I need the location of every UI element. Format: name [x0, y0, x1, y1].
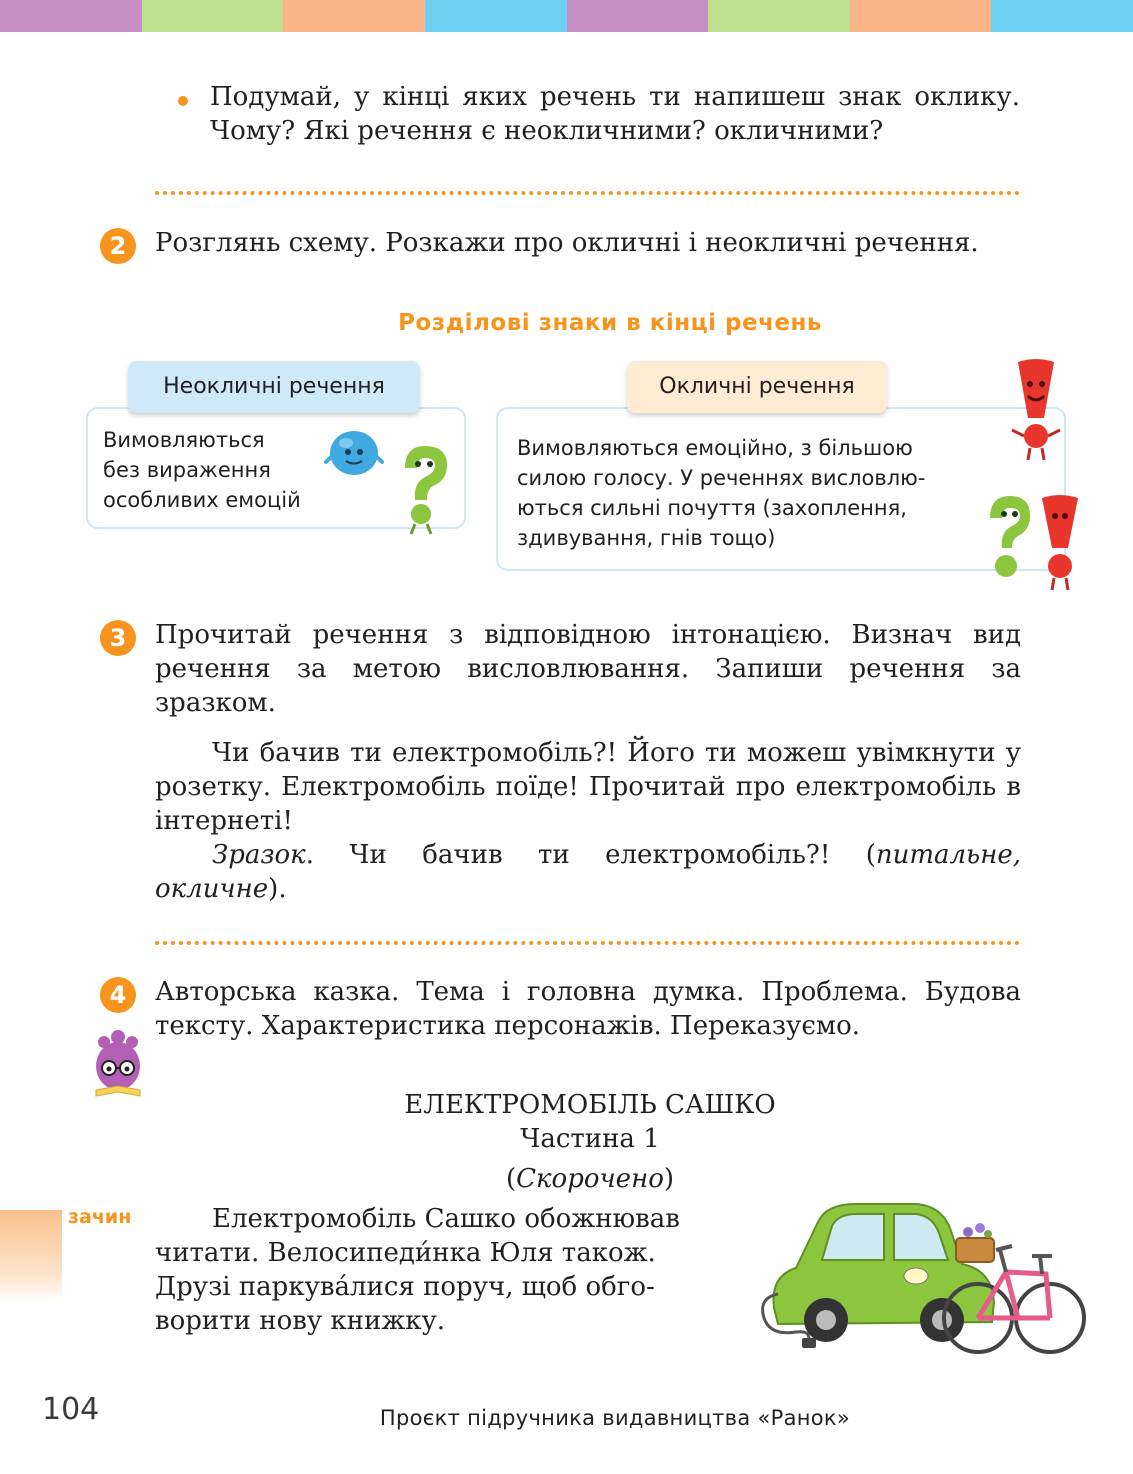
task-3-text: Прочитай речення з відповідною інтонацією. Визнач вид речення за метою висловлювання. Запиши речення за зразком.: [155, 620, 1021, 718]
top-color-stripe: [0, 0, 1133, 32]
example-sentences: Чи бачив ти електромобіль?! Його ти можеш увімкнути у розетку. Електромобіль поїде! Прочитай про електромобіль в інтернеті!: [155, 738, 1021, 836]
story-text: [155, 1202, 715, 1338]
stripe-segment: [708, 0, 850, 32]
non-exclamatory-label: Неокличні речення: [128, 361, 420, 413]
note-paren: ): [663, 1164, 675, 1194]
question-exclamation-pair-icon: [984, 490, 1084, 594]
stripe-segment: [991, 0, 1133, 32]
blue-drop-character-icon: [324, 426, 384, 482]
exclamatory-box: [496, 407, 1066, 571]
stripe-segment: [850, 0, 992, 32]
dotted-divider: [155, 191, 1020, 195]
page-number: 104: [42, 1392, 100, 1427]
note-paren: (: [505, 1164, 517, 1194]
story-line: Електромобіль Сашко обожнював: [212, 1204, 680, 1234]
story-line: читати. Велосипеди́нка Юля також.: [155, 1238, 656, 1268]
sample-end: ).: [268, 874, 287, 904]
example-block: [155, 736, 1021, 906]
sample-label: Зразок: [212, 840, 306, 870]
task-2-text: Розглянь схему. Розкажи про окличні і неокличні речення.: [155, 228, 979, 258]
intro-question: Подумай, у кінці яких речень ти напишеш знак оклику. Чому? Які речення є неокличними? окличними?: [210, 82, 1020, 146]
exclamatory-label: Окличні речення: [627, 361, 887, 413]
scheme-title: Розділові знаки в кінці речень: [398, 310, 822, 336]
story-note: [300, 1162, 880, 1196]
sample-line: [155, 838, 1021, 906]
description-line: силою голосу. У реченнях висловлю-: [517, 466, 926, 490]
stripe-segment: [425, 0, 567, 32]
task-number-4: 4: [100, 977, 136, 1013]
car-and-bicycle-illustration: [756, 1198, 1086, 1360]
beginning-label: зачин: [68, 1206, 132, 1228]
task-4-text: Авторська казка. Тема і головна думка. Проблема. Будова тексту. Характеристика персонажів. Переказуємо.: [155, 977, 1021, 1041]
stripe-segment: [0, 0, 142, 32]
sample-sentence: . Чи бачив ти електромобіль?! (: [305, 840, 876, 870]
car-icon: [763, 1204, 994, 1348]
story-line: Друзі паркува́лися поруч, щоб обго-: [155, 1272, 655, 1302]
sample-type: питальне, окличне: [155, 840, 1021, 904]
stripe-segment: [283, 0, 425, 32]
description-line: Вимовляються емоційно, з більшою: [517, 436, 913, 460]
note-text: Скорочено: [516, 1164, 664, 1194]
bicycle-icon: [944, 1223, 1084, 1352]
stripe-segment: [567, 0, 709, 32]
publisher-footer: Проєкт підручника видавництва «Ранок»: [379, 1406, 851, 1430]
dotted-divider: [155, 941, 1020, 945]
task-number-3: 3: [100, 620, 136, 656]
description-line: здивування, гнів тощо): [517, 526, 776, 550]
question-mark-character-icon: [395, 442, 455, 538]
exclamatory-description: [517, 433, 925, 553]
stripe-segment: [142, 0, 284, 32]
story-part: Частина 1: [520, 1124, 660, 1154]
description-line: особливих емоцій: [103, 488, 301, 512]
bullet-dot: [178, 96, 188, 106]
task-number-2: 2: [100, 228, 136, 264]
beginning-marker-bar: [0, 1210, 62, 1302]
non-exclamatory-description: [103, 425, 301, 515]
story-title: ЕЛЕКТРОМОБІЛЬ САШКО: [404, 1090, 776, 1120]
reading-character-icon: [90, 1030, 146, 1102]
story-line: ворити нову книжку.: [155, 1306, 446, 1336]
description-line: без вираження: [103, 458, 271, 482]
exclamation-mark-character-icon: [1006, 356, 1064, 464]
description-line: ються сильні почуття (захоплення,: [517, 496, 907, 520]
description-line: Вимовляються: [103, 428, 265, 452]
